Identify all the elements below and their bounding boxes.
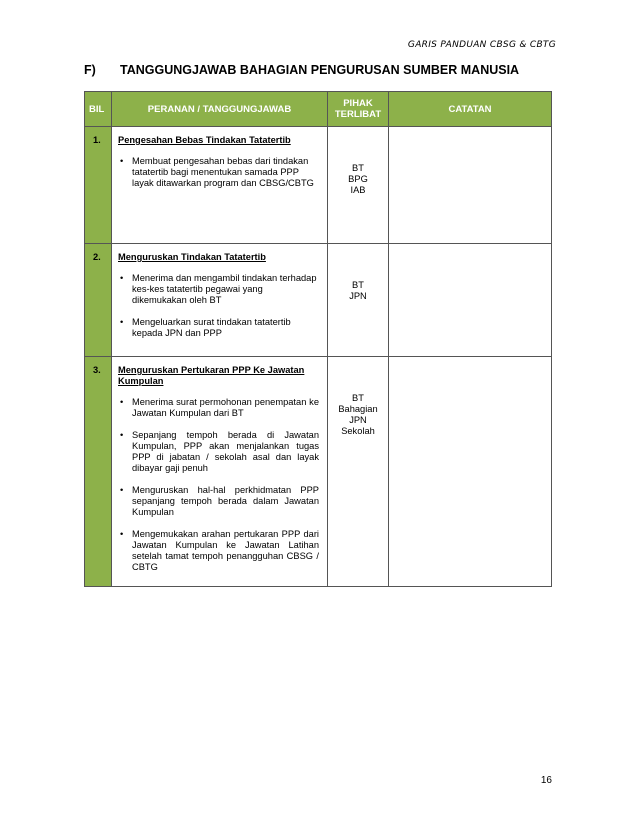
role-title: Menguruskan Pertukaran PPP Ke Jawatan Kumpulan: [118, 365, 305, 386]
list-item: • Mengemukakan arahan pertukaran PPP dari Jawatan Kumpulan ke Jawatan Latihan setelah tamat tempoh penangguhan CBSG / CBTG: [120, 529, 319, 572]
bullet-icon: •: [120, 529, 124, 539]
bullet-icon: •: [120, 156, 124, 166]
table-row: [85, 244, 552, 357]
bullet-icon: •: [120, 397, 124, 407]
notes-cell: [389, 127, 552, 244]
notes-cell: [389, 357, 552, 587]
list-item: • Menerima dan mengambil tindakan terhadap kes-kes tatatertib pegawai yang dikemukakan oleh BT: [120, 273, 317, 305]
section-heading: [84, 63, 564, 77]
row-number: 3.: [85, 357, 112, 587]
party-cell: [328, 244, 389, 357]
list-item: • Menerima surat permohonan penempatan ke Jawatan Kumpulan dari BT: [120, 397, 319, 418]
table-header-row: [85, 92, 552, 127]
list-item: • Mengeluarkan surat tindakan tatatertib kepada JPN dan PPP: [120, 317, 291, 338]
table-row: [85, 127, 552, 244]
section-letter: F): [84, 63, 96, 77]
header-peranan: PERANAN / TANGGUNGJAWAB: [112, 92, 328, 127]
list-item: • Membuat pengesahan bebas dari tindakan tatatertib bagi menentukan samada PPP layak ditawarkan program dan CBSG/CBTG: [120, 156, 314, 188]
role-list: [118, 397, 319, 573]
party-name: Bahagian: [338, 404, 378, 414]
role-title: Pengesahan Bebas Tindakan Tatatertib: [118, 135, 291, 145]
party-name: BT: [352, 393, 364, 403]
party-name: BPG: [348, 174, 368, 184]
notes-cell: [389, 244, 552, 357]
party-name: Sekolah: [341, 426, 375, 436]
role-cell: [112, 357, 328, 587]
party-cell: [328, 127, 389, 244]
page-number: 16: [540, 775, 552, 786]
party-name: IAB: [350, 185, 366, 195]
party-cell: [328, 357, 389, 587]
row-number: 1.: [85, 127, 112, 244]
header-catatan: CATATAN: [389, 92, 552, 127]
list-item: • Sepanjang tempoh berada di Jawatan Kumpulan, PPP akan menjalankan tugas PPP di jabatan / sekolah asal dan layak dibayar gaji penuh: [120, 430, 319, 473]
bullet-icon: •: [120, 485, 124, 495]
header-bil: BIL: [85, 92, 112, 127]
role-cell: [112, 127, 328, 244]
bullet-icon: •: [120, 273, 124, 283]
running-header: GARIS PANDUAN CBSG & CBTG: [407, 40, 556, 50]
section-title: TANGGUNGJAWAB BAHAGIAN PENGURUSAN SUMBER MANUSIA: [120, 63, 520, 77]
list-item: • Menguruskan hal-hal perkhidmatan PPP sepanjang tempoh berada dalam Jawatan Kumpulan: [120, 485, 319, 517]
role-title: Menguruskan Tindakan Tatatertib: [118, 252, 266, 262]
role-cell: [112, 244, 328, 357]
table-row: [85, 357, 552, 587]
party-name: BT: [352, 163, 364, 173]
header-pihak: PIHAK TERLIBAT: [328, 92, 389, 127]
row-number: 2.: [85, 244, 112, 357]
responsibility-table: [84, 91, 552, 587]
party-name: JPN: [349, 415, 367, 425]
role-list: [118, 273, 319, 339]
bullet-icon: •: [120, 317, 124, 327]
bullet-icon: •: [120, 430, 124, 440]
party-name: BT: [352, 280, 364, 290]
party-name: JPN: [349, 291, 367, 301]
role-list: [118, 156, 319, 189]
